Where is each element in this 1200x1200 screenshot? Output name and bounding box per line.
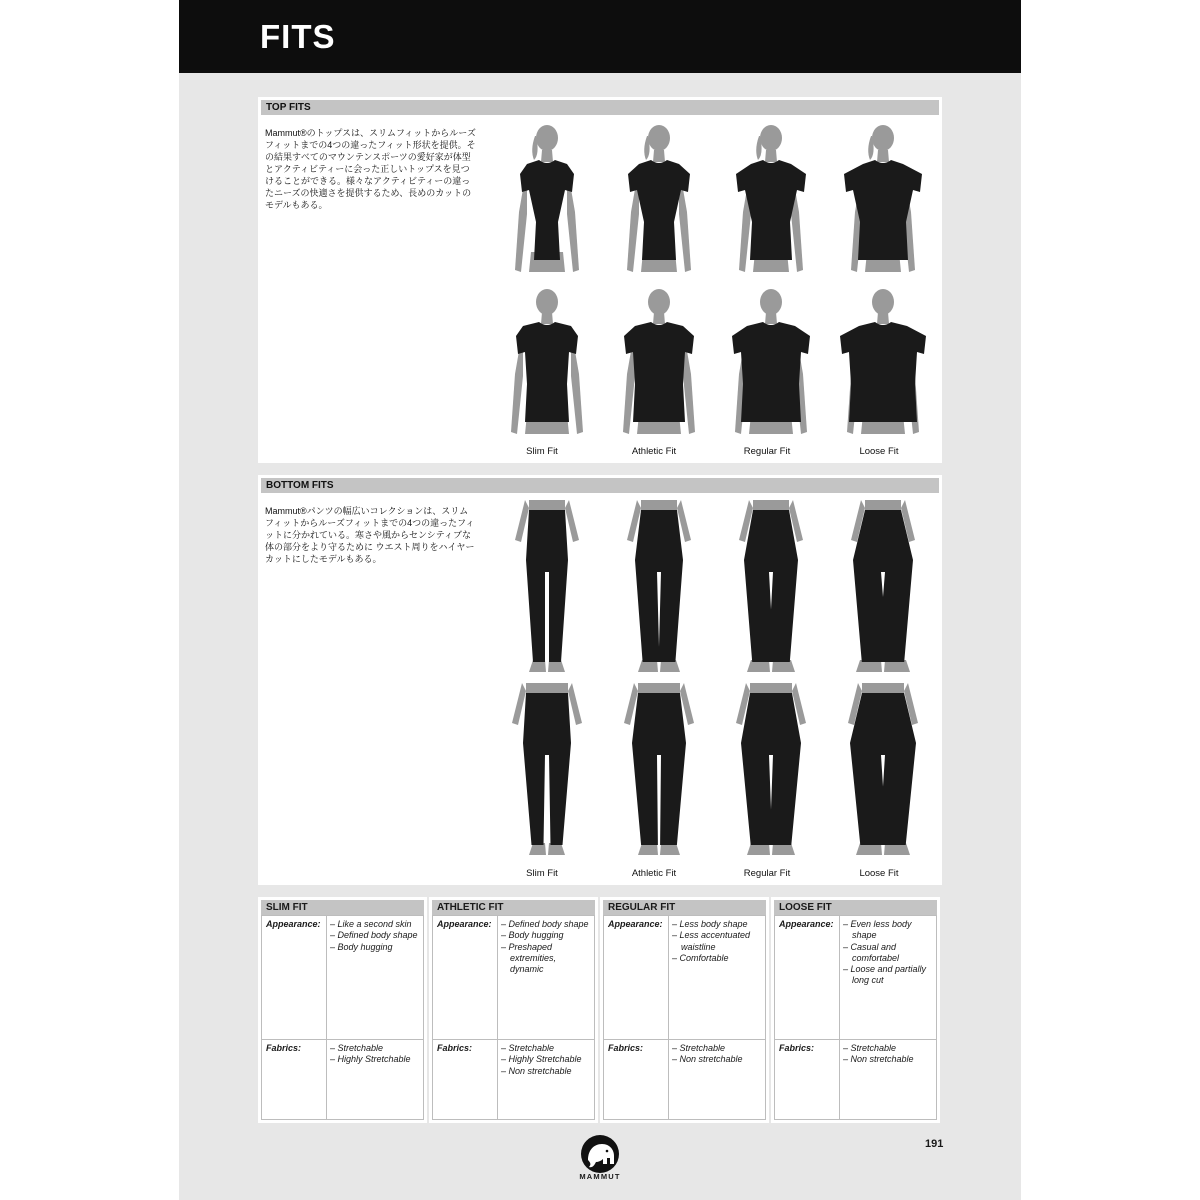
pants-shape [526, 510, 568, 662]
loose-fit-title: LOOSE FIT [774, 900, 937, 915]
head-shape [872, 289, 894, 315]
top-fits-intro: Mammut®のトップスは、スリムフィットからルーズフィットまでの4つの違ったフィット形状を提供。その結果すべてのマウンテンスポーツの愛好家が体型とアクティビティーに会った正しいトップスを見つけることができる。様々なアクティビティーの違ったニーズの快適さを提供するため、長めのカットのモデルもある。 [265, 128, 476, 210]
fabrics-list [672, 1043, 763, 1066]
fabrics-label-cell [774, 1039, 840, 1120]
right-hand-shape [565, 500, 579, 542]
appearance-item: – Body hugging [501, 930, 564, 941]
fabrics-cell [839, 1039, 937, 1120]
bottom-label-slim: Slim Fit [526, 868, 558, 879]
top-figure-female-slim [497, 122, 597, 282]
top-figure-male-athletic [609, 284, 709, 439]
fabrics-item: – Non stretchable [672, 1054, 743, 1065]
head-shape [648, 289, 670, 315]
appearance-label: Appearance: [608, 919, 663, 929]
appearance-item: – Less accentuated waistline [672, 930, 751, 952]
pants-shape [850, 693, 916, 845]
head-shape [872, 125, 894, 151]
appearance-list [843, 919, 934, 987]
appearance-label-cell [261, 915, 327, 1040]
fabrics-cell [497, 1039, 595, 1120]
neck-shape [765, 312, 777, 324]
fabrics-item: – Highly Stretchable [330, 1054, 411, 1065]
pants-shape [741, 693, 801, 845]
page-header [179, 0, 1021, 73]
appearance-item: – Defined body shape [501, 919, 589, 929]
appearance-label-cell [603, 915, 669, 1040]
fabrics-item: – Stretchable [843, 1043, 897, 1053]
head-shape [760, 125, 782, 151]
fabrics-item: – Stretchable [672, 1043, 726, 1053]
bottom-fits-panel [258, 475, 942, 885]
fabrics-item: – Non stretchable [501, 1065, 572, 1076]
fabrics-label-cell [261, 1039, 327, 1120]
catalog-page [179, 0, 1021, 1200]
fabrics-cell [326, 1039, 424, 1120]
left-hand-shape [512, 683, 526, 725]
pants-shape [523, 693, 571, 845]
bottom-label-athletic: Athletic Fit [631, 868, 677, 879]
head-shape [648, 125, 670, 151]
neck-shape [653, 150, 665, 162]
top-fits-title: TOP FITS [261, 100, 939, 115]
head-shape [536, 125, 558, 151]
fabrics-label: Fabrics: [608, 1043, 644, 1053]
shirt-shape [732, 322, 810, 422]
top-figure-male-slim [497, 284, 597, 439]
head-shape [536, 289, 558, 315]
fabrics-item: – Non stretchable [843, 1054, 914, 1065]
appearance-item: – Body hugging [330, 941, 393, 952]
top-figure-female-regular [721, 122, 821, 282]
bottom-figure-male-regular [721, 683, 821, 863]
appearance-item: – Casual and comfortabel [843, 941, 900, 963]
top-figure-female-athletic [609, 122, 709, 282]
pants-shape [635, 510, 683, 662]
appearance-label-cell [432, 915, 498, 1040]
appearance-cell [839, 915, 937, 1040]
appearance-cell [668, 915, 766, 1040]
page-number: 191 [925, 1138, 944, 1150]
neck-shape [541, 150, 553, 162]
fabrics-label: Fabrics: [437, 1043, 473, 1053]
fabrics-item: – Highly Stretchable [501, 1054, 582, 1065]
top-figure-male-regular [721, 284, 821, 439]
slim-fit-title: SLIM FIT [261, 900, 424, 915]
top-label-slim: Slim Fit [526, 446, 558, 457]
pants-shape [632, 693, 686, 845]
appearance-cell [497, 915, 595, 1040]
bottom-figure-female-slim [497, 500, 597, 675]
loose-fit-box [771, 897, 940, 1123]
brand-wordmark: MAMMUT [579, 1172, 621, 1181]
fabrics-list [501, 1043, 592, 1077]
appearance-item: – Loose and partially long cut [843, 964, 927, 986]
top-figure-female-loose [833, 122, 933, 282]
fabrics-item: – Stretchable [330, 1043, 384, 1053]
fabrics-label-cell [432, 1039, 498, 1120]
appearance-list [672, 919, 763, 964]
fabrics-list [843, 1043, 934, 1066]
pants-shape [744, 510, 798, 662]
appearance-item: – Preshaped extremities, dynamic [501, 941, 557, 975]
fabrics-label: Fabrics: [266, 1043, 302, 1053]
top-figure-male-loose [833, 284, 933, 439]
bottom-figure-male-slim [497, 683, 597, 863]
head-shape [760, 289, 782, 315]
appearance-item: – Even less body shape [843, 919, 912, 941]
fabrics-list [330, 1043, 421, 1066]
top-label-regular: Regular Fit [743, 446, 791, 457]
appearance-list [501, 919, 592, 975]
appearance-item: – Less body shape [672, 919, 748, 929]
shirt-shape [624, 322, 694, 422]
page-title: FITS [260, 18, 336, 55]
left-hand-shape [515, 500, 529, 542]
regular-fit-title: REGULAR FIT [603, 900, 766, 915]
neck-shape [653, 312, 665, 324]
appearance-list [330, 919, 421, 953]
bottom-figure-female-loose [833, 500, 933, 675]
pants-shape [853, 510, 913, 662]
appearance-label: Appearance: [437, 919, 492, 929]
shirt-shape [516, 322, 578, 422]
bottom-figure-male-athletic [609, 683, 709, 863]
top-label-loose: Loose Fit [859, 446, 899, 457]
fabrics-cell [668, 1039, 766, 1120]
top-fits-panel [258, 97, 942, 463]
neck-shape [765, 150, 777, 162]
bottom-fits-title: BOTTOM FITS [261, 478, 939, 493]
appearance-cell [326, 915, 424, 1040]
appearance-item: – Comfortable [672, 952, 729, 963]
right-hand-shape [568, 683, 582, 725]
bottom-figure-male-loose [833, 683, 933, 863]
fabrics-label-cell [603, 1039, 669, 1120]
appearance-label: Appearance: [779, 919, 834, 929]
bottom-figure-female-athletic [609, 500, 709, 675]
appearance-label: Appearance: [266, 919, 321, 929]
neck-shape [877, 312, 889, 324]
neck-shape [541, 312, 553, 324]
appearance-label-cell [774, 915, 840, 1040]
bottom-label-regular: Regular Fit [743, 868, 791, 879]
bottom-label-loose: Loose Fit [859, 868, 899, 879]
shirt-shape [520, 160, 574, 260]
slim-fit-box [258, 897, 427, 1123]
appearance-item: – Like a second skin [330, 919, 412, 929]
regular-fit-box [600, 897, 769, 1123]
appearance-item: – Defined body shape [330, 930, 418, 941]
athletic-fit-title: ATHLETIC FIT [432, 900, 595, 915]
neck-shape [877, 150, 889, 162]
bottom-fits-intro: Mammut®パンツの幅広いコレクションは、スリムフィットからルーズフィットまでの4つの違ったフィットに分かれている。寒さや風からセンシティブな体の部分をより守るために ウエスト周りをハイヤーカットにしたモデルもある。 [265, 506, 475, 564]
top-label-athletic: Athletic Fit [631, 446, 677, 457]
fabrics-label: Fabrics: [779, 1043, 815, 1053]
athletic-fit-box [429, 897, 598, 1123]
shirt-shape [840, 322, 926, 422]
bottom-figure-female-regular [721, 500, 821, 675]
fabrics-item: – Stretchable [501, 1043, 555, 1053]
